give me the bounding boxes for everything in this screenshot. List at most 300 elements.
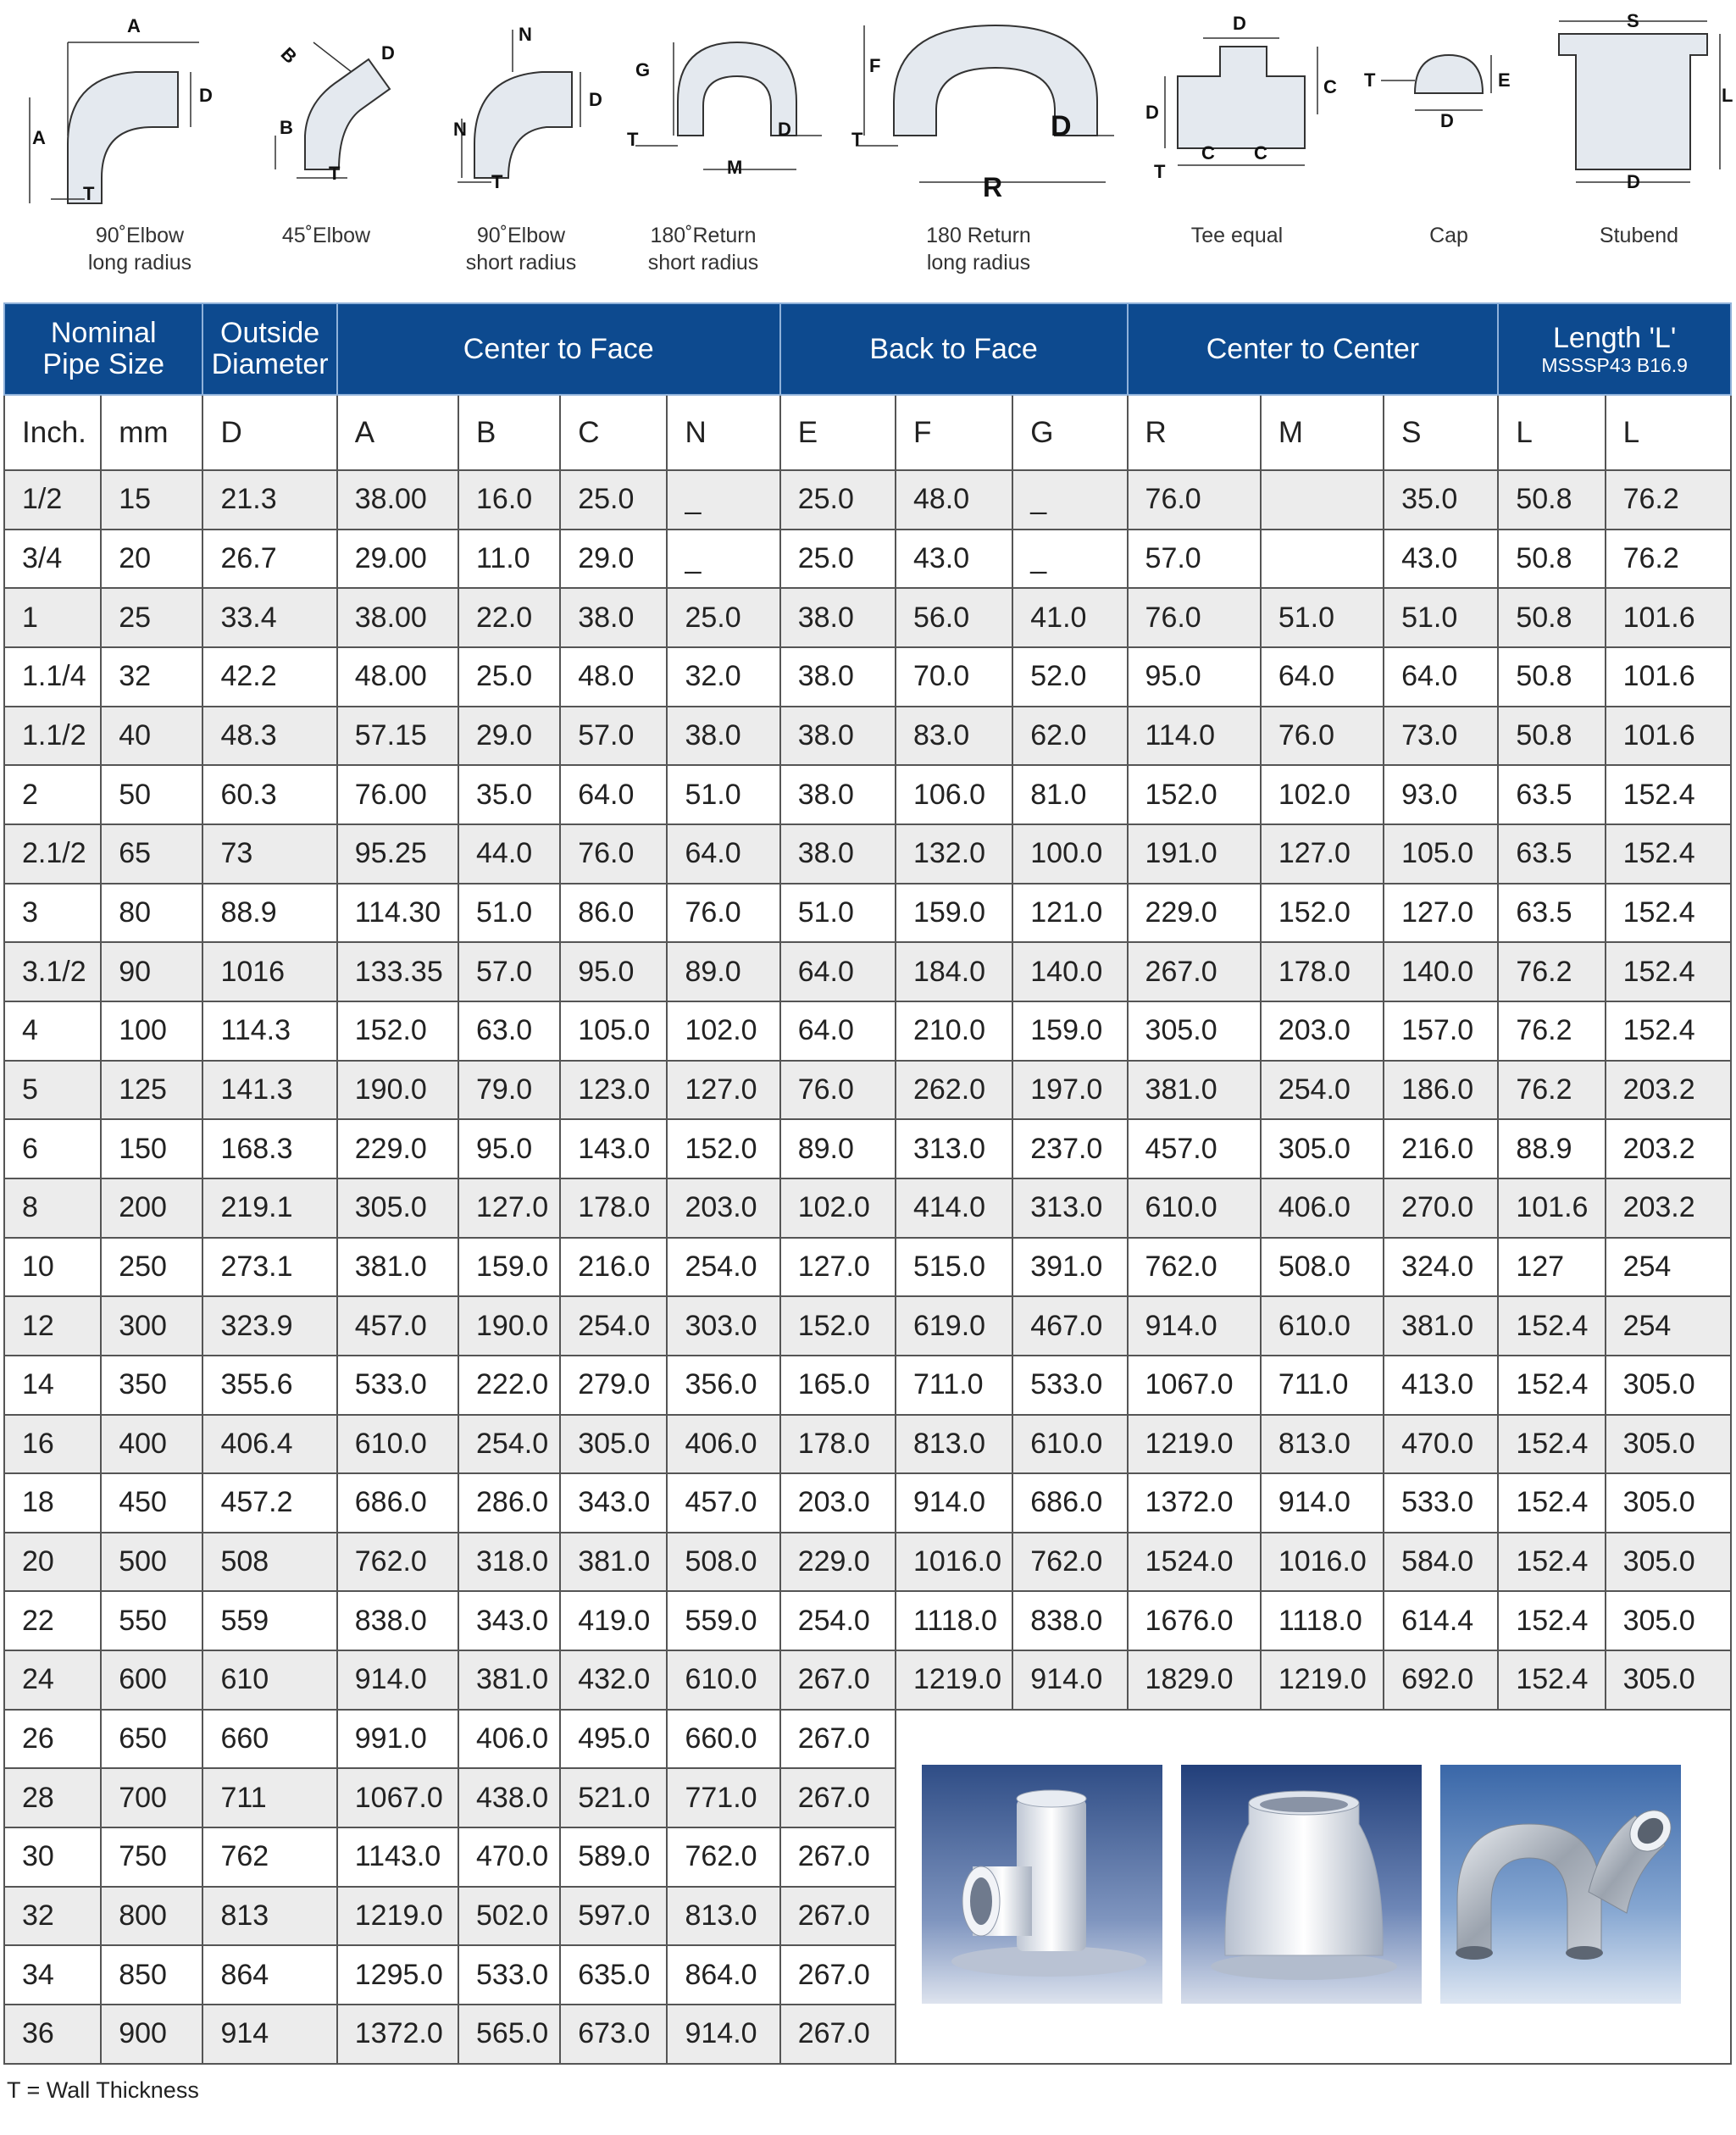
table-cell: 305.0: [1261, 1119, 1384, 1178]
dim-label: T: [1364, 69, 1376, 91]
table-row: [4, 1178, 1731, 1238]
caption-line: Tee equal: [1190, 224, 1284, 247]
table-cell: 76.2: [1498, 1001, 1605, 1061]
table-cell: 15: [101, 470, 202, 530]
product-photos-cell: [896, 1710, 1731, 2064]
table-cell: 914.0: [896, 1473, 1012, 1533]
table-cell: 26: [4, 1710, 101, 1769]
table-cell: 190.0: [337, 1061, 458, 1120]
table-cell: 191.0: [1128, 824, 1261, 884]
table-cell: 44.0: [458, 824, 560, 884]
dim-label: C: [1323, 76, 1337, 97]
table-cell: 102.0: [780, 1178, 896, 1238]
table-cell: 254: [1606, 1238, 1731, 1297]
table-cell: 11.0: [458, 530, 560, 589]
product-photos: [922, 1765, 1731, 2004]
table-cell: 90: [101, 942, 202, 1001]
table-cell: 450: [101, 1473, 202, 1533]
table-cell: 324.0: [1384, 1238, 1498, 1297]
table-cell: 56.0: [896, 588, 1012, 647]
table-cell: 186.0: [1384, 1061, 1498, 1120]
fitting-diagrams: [0, 0, 1736, 297]
table-cell: 127.0: [1384, 884, 1498, 943]
table-cell: 610.0: [1012, 1415, 1127, 1474]
table-cell: 63.0: [458, 1001, 560, 1061]
table-cell: 254.0: [1261, 1061, 1384, 1120]
dim-label: C: [1201, 142, 1215, 164]
table-cell: 1295.0: [337, 1945, 458, 2005]
table-cell: 750: [101, 1827, 202, 1887]
table-cell: 300: [101, 1296, 202, 1356]
table-row: [4, 1415, 1731, 1474]
table-cell: 203.0: [780, 1473, 896, 1533]
table-cell: 900: [101, 2005, 202, 2064]
table-cell: 229.0: [1128, 884, 1261, 943]
table-cell: 38.0: [667, 707, 779, 766]
table-cell: 152.4: [1498, 1473, 1605, 1533]
table-cell: 29.00: [337, 530, 458, 589]
dim-label: N: [453, 119, 467, 140]
table-cell: 635.0: [560, 1945, 667, 2005]
table-cell: 305.0: [337, 1178, 458, 1238]
caption-line: long radius: [87, 251, 192, 274]
table-cell: 50.8: [1498, 530, 1605, 589]
table-row: [4, 1001, 1731, 1061]
table-cell: 152.4: [1606, 824, 1731, 884]
elbow-45-diagram: [254, 0, 424, 297]
table-cell: 20: [4, 1533, 101, 1592]
table-cell: 157.0: [1384, 1001, 1498, 1061]
dimensions-table: [3, 302, 1732, 2065]
stubend-diagram: [1542, 0, 1736, 297]
table-cell: 178.0: [560, 1178, 667, 1238]
table-cell: 76.0: [1128, 470, 1261, 530]
table-row: [4, 1061, 1731, 1120]
table-cell: 150: [101, 1119, 202, 1178]
table-row: [4, 1238, 1731, 1297]
table-cell: 381.0: [560, 1533, 667, 1592]
table-cell: 1067.0: [1128, 1356, 1261, 1415]
table-body: [4, 470, 1731, 2064]
header-subtext: MSSSP43 B16.9: [1541, 353, 1688, 376]
table-cell: 89.0: [780, 1119, 896, 1178]
table-cell: 86.0: [560, 884, 667, 943]
diagram-caption: [424, 222, 618, 276]
table-cell: 38.0: [780, 588, 896, 647]
table-cell: 152.0: [1261, 884, 1384, 943]
table-cell: 48.00: [337, 647, 458, 707]
table-cell: 1016: [202, 942, 336, 1001]
table-cell: 152.4: [1498, 1650, 1605, 1710]
table-cell: 89.0: [667, 942, 779, 1001]
table-cell: 26.7: [202, 530, 336, 589]
table-cell: 22.0: [458, 588, 560, 647]
table-cell: 279.0: [560, 1356, 667, 1415]
table-cell: 25.0: [780, 470, 896, 530]
table-cell: 152.4: [1498, 1415, 1605, 1474]
table-cell: 50.8: [1498, 470, 1605, 530]
table-cell: 1143.0: [337, 1827, 458, 1887]
dim-label: S: [1627, 10, 1639, 31]
caption-line: 180 Return: [926, 224, 1031, 247]
table-cell: 6: [4, 1119, 101, 1178]
table-cell: 102.0: [1261, 765, 1384, 824]
header-center-to-face: Center to Face: [337, 303, 780, 395]
column-header-row: [4, 395, 1731, 470]
table-cell: 457.0: [337, 1296, 458, 1356]
table-cell: 584.0: [1384, 1533, 1498, 1592]
table-cell: [1261, 530, 1384, 589]
table-cell: 700: [101, 1768, 202, 1827]
table-cell: 305.0: [560, 1415, 667, 1474]
table-cell: 63.5: [1498, 884, 1605, 943]
table-cell: 21.3: [202, 470, 336, 530]
table-cell: 305.0: [1606, 1591, 1731, 1650]
table-cell: 51.0: [458, 884, 560, 943]
table-cell: 48.0: [560, 647, 667, 707]
table-cell: 152.0: [667, 1119, 779, 1178]
table-cell: 83.0: [896, 707, 1012, 766]
group-header-row: [4, 303, 1731, 395]
table-cell: 762.0: [1128, 1238, 1261, 1297]
table-cell: 51.0: [1384, 588, 1498, 647]
column-header: E: [780, 395, 896, 470]
table-cell: 48.3: [202, 707, 336, 766]
table-row: [4, 588, 1731, 647]
elbow-90-sr-drawing: [441, 8, 627, 212]
dim-label: N: [519, 24, 532, 45]
column-header: B: [458, 395, 560, 470]
table-cell: 813: [202, 1887, 336, 1946]
table-cell: 391.0: [1012, 1238, 1127, 1297]
return-bend-photo: [1440, 1765, 1681, 2004]
table-cell: 559: [202, 1591, 336, 1650]
table-row: [4, 884, 1731, 943]
table-cell: 343.0: [560, 1473, 667, 1533]
table-cell: 838.0: [1012, 1591, 1127, 1650]
table-cell: 95.0: [1128, 647, 1261, 707]
table-cell: 35.0: [458, 765, 560, 824]
table-cell: 650: [101, 1710, 202, 1769]
table-row: [4, 1473, 1731, 1533]
table-cell: 711.0: [896, 1356, 1012, 1415]
caption-line: long radius: [926, 251, 1031, 274]
table-cell: 65: [101, 824, 202, 884]
table-cell: 38.0: [780, 647, 896, 707]
caption-line: short radius: [465, 251, 577, 274]
table-cell: 95.0: [458, 1119, 560, 1178]
table-cell: 64.0: [1384, 647, 1498, 707]
table-cell: 38.0: [780, 824, 896, 884]
dim-label: B: [276, 42, 302, 68]
elbow-90-lr-drawing: [17, 8, 229, 212]
table-cell: 95.25: [337, 824, 458, 884]
table-cell: 254: [1606, 1296, 1731, 1356]
table-row: [4, 647, 1731, 707]
table-cell: 286.0: [458, 1473, 560, 1533]
table-cell: 381.0: [337, 1238, 458, 1297]
table-cell: 50.8: [1498, 707, 1605, 766]
table-cell: 152.4: [1606, 1001, 1731, 1061]
table-cell: 76.2: [1606, 470, 1731, 530]
column-header: L: [1606, 395, 1731, 470]
table-cell: 1219.0: [1128, 1415, 1261, 1474]
column-header: mm: [101, 395, 202, 470]
header-center-to-center: Center to Center: [1128, 303, 1499, 395]
dim-label: D: [589, 89, 602, 110]
table-cell: 178.0: [780, 1415, 896, 1474]
table-cell: 711: [202, 1768, 336, 1827]
table-cell: 305.0: [1128, 1001, 1261, 1061]
table-cell: 515.0: [896, 1238, 1012, 1297]
table-cell: 16.0: [458, 470, 560, 530]
table-cell: 200: [101, 1178, 202, 1238]
footnote: T = Wall Thickness: [7, 2077, 199, 2103]
diagram-caption: [237, 222, 415, 249]
table-cell: 1.1/4: [4, 647, 101, 707]
dim-label: E: [1498, 69, 1511, 91]
table-cell: 152.4: [1498, 1296, 1605, 1356]
dim-label: T: [627, 129, 639, 150]
table-cell: 48.0: [896, 470, 1012, 530]
table-row: [4, 942, 1731, 1001]
table-cell: 219.1: [202, 1178, 336, 1238]
table-cell: 140.0: [1384, 942, 1498, 1001]
table-cell: 101.6: [1606, 588, 1731, 647]
stubend-drawing: [1542, 8, 1736, 212]
table-cell: 250: [101, 1238, 202, 1297]
table-cell: 521.0: [560, 1768, 667, 1827]
dim-label: G: [635, 59, 651, 80]
table-cell: 381.0: [1128, 1061, 1261, 1120]
table-cell: 216.0: [1384, 1119, 1498, 1178]
column-header: M: [1261, 395, 1384, 470]
table-cell: 660: [202, 1710, 336, 1769]
table-cell: 64.0: [560, 765, 667, 824]
dim-label: T: [329, 163, 341, 184]
diagram-caption: [890, 222, 1068, 276]
column-header: R: [1128, 395, 1261, 470]
table-cell: 414.0: [896, 1178, 1012, 1238]
table-cell: 152.4: [1606, 765, 1731, 824]
table-cell: 51.0: [780, 884, 896, 943]
table-cell: 610.0: [1128, 1178, 1261, 1238]
table-cell: 57.0: [560, 707, 667, 766]
table-cell: 29.0: [560, 530, 667, 589]
table-cell: 533.0: [337, 1356, 458, 1415]
table-cell: 254.0: [458, 1415, 560, 1474]
column-header: G: [1012, 395, 1127, 470]
dim-label: D: [1233, 13, 1246, 34]
dim-label: T: [491, 171, 503, 192]
table-cell: 355.6: [202, 1356, 336, 1415]
table-cell: _: [1012, 470, 1127, 530]
table-cell: 62.0: [1012, 707, 1127, 766]
table-cell: 51.0: [1261, 588, 1384, 647]
table-cell: 711.0: [1261, 1356, 1384, 1415]
table-cell: 114.30: [337, 884, 458, 943]
table-cell: 197.0: [1012, 1061, 1127, 1120]
header-nominal-pipe-size: [4, 303, 202, 395]
table-cell: 43.0: [896, 530, 1012, 589]
table-cell: 406.0: [667, 1415, 779, 1474]
table-cell: _: [667, 470, 779, 530]
table-cell: 28: [4, 1768, 101, 1827]
dim-label: D: [1145, 102, 1159, 123]
table-cell: 203.0: [1261, 1001, 1384, 1061]
return-180-sr-drawing: [627, 8, 830, 212]
table-cell: 495.0: [560, 1710, 667, 1769]
table-cell: 95.0: [560, 942, 667, 1001]
table-cell: 1067.0: [337, 1768, 458, 1827]
table-cell: 267.0: [780, 1710, 896, 1769]
table-cell: 254.0: [667, 1238, 779, 1297]
table-row: [4, 765, 1731, 824]
table-cell: 502.0: [458, 1887, 560, 1946]
table-cell: 106.0: [896, 765, 1012, 824]
return-180-lr-drawing: [847, 8, 1135, 212]
table-cell: 400: [101, 1415, 202, 1474]
table-cell: 619.0: [896, 1296, 1012, 1356]
table-cell: 267.0: [780, 1887, 896, 1946]
table-cell: 203.2: [1606, 1061, 1731, 1120]
diagram-caption: [1356, 222, 1542, 249]
table-cell: 29.0: [458, 707, 560, 766]
table-cell: 267.0: [780, 1827, 896, 1887]
table-cell: 25.0: [458, 647, 560, 707]
table-cell: 438.0: [458, 1768, 560, 1827]
header-text: Nominal: [50, 317, 157, 349]
table-cell: 127: [1498, 1238, 1605, 1297]
table-cell: 222.0: [458, 1356, 560, 1415]
table-cell: 305.0: [1606, 1533, 1731, 1592]
table-cell: 2.1/2: [4, 824, 101, 884]
concentric-reducer-photo: [1181, 1765, 1422, 2004]
table-row: [4, 1533, 1731, 1592]
table-cell: 38.0: [780, 707, 896, 766]
table-cell: 152.4: [1498, 1356, 1605, 1415]
table-cell: 178.0: [1261, 942, 1384, 1001]
table-cell: 114.0: [1128, 707, 1261, 766]
table-cell: 1219.0: [896, 1650, 1012, 1710]
table-cell: 1118.0: [1261, 1591, 1384, 1650]
caption-line: Cap: [1429, 224, 1468, 247]
table-cell: 81.0: [1012, 765, 1127, 824]
table-row: [4, 1296, 1731, 1356]
table-cell: 762.0: [337, 1533, 458, 1592]
table-cell: 60.3: [202, 765, 336, 824]
table-cell: [1261, 470, 1384, 530]
table-cell: 40: [101, 707, 202, 766]
table-cell: 152.4: [1606, 884, 1731, 943]
dim-label: L: [1722, 85, 1733, 106]
table-cell: 57.0: [1128, 530, 1261, 589]
table-cell: 38.0: [560, 588, 667, 647]
header-length-l: [1498, 303, 1731, 395]
elbow-45-drawing: [254, 8, 424, 212]
dim-label: D: [1627, 171, 1640, 192]
caption-line: 180˚Return: [650, 224, 757, 247]
table-cell: 356.0: [667, 1356, 779, 1415]
column-header: S: [1384, 395, 1498, 470]
dim-label: D: [1440, 110, 1454, 131]
table-row: [4, 1119, 1731, 1178]
table-cell: 381.0: [458, 1650, 560, 1710]
header-text: Length 'L': [1553, 321, 1677, 354]
table-cell: 41.0: [1012, 588, 1127, 647]
caption-line: 90˚Elbow: [95, 224, 185, 247]
table-cell: 216.0: [560, 1238, 667, 1297]
table-cell: 406.4: [202, 1415, 336, 1474]
table-cell: 686.0: [1012, 1473, 1127, 1533]
table-cell: 165.0: [780, 1356, 896, 1415]
table-cell: 229.0: [780, 1533, 896, 1592]
column-header: L: [1498, 395, 1605, 470]
table-cell: 125: [101, 1061, 202, 1120]
dim-label: D: [199, 85, 213, 106]
table-cell: 533.0: [1384, 1473, 1498, 1533]
table-cell: 313.0: [1012, 1178, 1127, 1238]
table-cell: 597.0: [560, 1887, 667, 1946]
table-cell: 133.35: [337, 942, 458, 1001]
table-cell: 4: [4, 1001, 101, 1061]
table-cell: 203.2: [1606, 1119, 1731, 1178]
table-cell: 18: [4, 1473, 101, 1533]
table-cell: 159.0: [458, 1238, 560, 1297]
table-row: [4, 1710, 1731, 1769]
table-cell: 76.2: [1498, 1061, 1605, 1120]
table-cell: 159.0: [1012, 1001, 1127, 1061]
table-cell: 660.0: [667, 1710, 779, 1769]
table-cell: 101.6: [1606, 707, 1731, 766]
table-cell: 914.0: [337, 1650, 458, 1710]
table-cell: 121.0: [1012, 884, 1127, 943]
table-cell: 914.0: [1128, 1296, 1261, 1356]
table-cell: 381.0: [1384, 1296, 1498, 1356]
table-cell: 20: [101, 530, 202, 589]
dim-label: F: [869, 55, 881, 76]
table-cell: 100: [101, 1001, 202, 1061]
table-cell: 5: [4, 1061, 101, 1120]
table-cell: 864.0: [667, 1945, 779, 2005]
table-cell: 152.4: [1498, 1591, 1605, 1650]
table-cell: 1219.0: [1261, 1650, 1384, 1710]
table-cell: 152.0: [780, 1296, 896, 1356]
column-header: N: [667, 395, 779, 470]
table-cell: 32.0: [667, 647, 779, 707]
table-cell: 508.0: [667, 1533, 779, 1592]
table-cell: 350: [101, 1356, 202, 1415]
table-cell: 254.0: [560, 1296, 667, 1356]
tee-fitting-photo: [922, 1765, 1162, 2004]
table-cell: 76.2: [1606, 530, 1731, 589]
diagram-caption: [1542, 222, 1736, 249]
caption-line: 45˚Elbow: [281, 224, 371, 247]
table-cell: 318.0: [458, 1533, 560, 1592]
table-cell: 203.2: [1606, 1178, 1731, 1238]
table-cell: 32: [4, 1887, 101, 1946]
table-cell: 1219.0: [337, 1887, 458, 1946]
table-cell: 101.6: [1498, 1178, 1605, 1238]
table-cell: 500: [101, 1533, 202, 1592]
table-cell: 914: [202, 2005, 336, 2064]
table-cell: 1016.0: [1261, 1533, 1384, 1592]
table-cell: 914.0: [667, 2005, 779, 2064]
table-row: [4, 1650, 1731, 1710]
dim-label: T: [851, 129, 863, 150]
table-cell: 686.0: [337, 1473, 458, 1533]
table-cell: 76.0: [560, 824, 667, 884]
